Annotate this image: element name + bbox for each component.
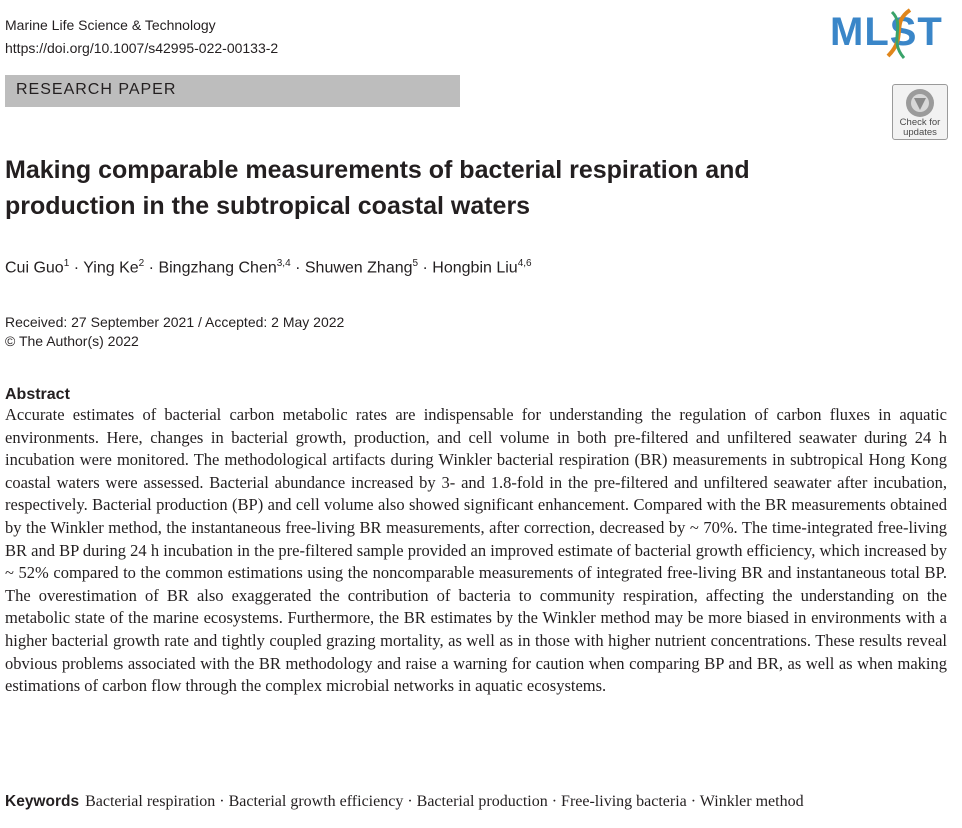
received-accepted-dates: Received: 27 September 2021 / Accepted: 2 May 2022: [5, 314, 345, 330]
author-separator: ·: [418, 259, 433, 277]
check-updates-label-2: updates: [903, 127, 937, 138]
author-separator: ·: [290, 259, 305, 277]
check-for-updates-button[interactable]: [892, 84, 948, 140]
section-bar: [5, 75, 460, 107]
journal-name: Marine Life Science & Technology: [5, 17, 216, 33]
author-separator: ·: [144, 259, 159, 277]
author-affiliation: 2: [138, 258, 145, 269]
check-updates-label-1: Check for: [899, 117, 941, 128]
copyright-notice: © The Author(s) 2022: [5, 333, 139, 349]
author-name[interactable]: Shuwen Zhang: [304, 259, 413, 277]
author-affiliation: 3,4: [276, 258, 291, 269]
logo-text: MLST: [830, 10, 943, 54]
author-affiliation: 5: [412, 258, 419, 269]
abstract-text: Accurate estimates of bacterial carbon metabolic rates are indispensable for understanding the regulation of carbon fluxes in aquatic environments. Here, changes in bacterial growth, production, and cell volume in both pre-filtered and unfiltered seawater during 24 h incubation were monitored. The methodological artifacts during Winkler bacterial respiration (BR) measurements in subtropical Hong Kong coastal waters were assessed. Bacterial abundance increased by 3- and 1.8-fold in the pre-filtered and unfiltered seawater after incubation, respectively. Bacterial production (BP) and cell volume also showed significant enhancement. Compared with the BR measurements obtained by the Winkler method, the instantaneous free-living BR measurements, after correction, decreased by ~ 70%. The time-integrated free-living BR and BP during 24 h incubation in the pre-filtered sample provided an improved estimate of bacterial growth efficiency, which increased by ~ 52% compared to the common estimations using the noncomparable measurements of integrated free-living BR and instantaneous total BP. The overestimation of BR also exaggerated the contribution of bacteria to community respiration, affecting the understanding on the metabolic state of the marine ecosystems. Furthermore, the BR estimates by the Winkler method may be more biased in environments with a higher bacterial growth rate and tightly coupled grazing mortality, as well as in those with higher nutrient concentrations. These results reveal obvious problems associated with the BR methodology and raise a warning for caution when comparing BP and BR, as well as when making estimations of carbon flow through the complex microbial networks in aquatic ecosystems.: [5, 405, 947, 696]
keywords-text: Bacterial respiration · Bacterial growth efficiency · Bacterial production · Free-living bacteria · Winkler method: [85, 793, 804, 810]
author-affiliation: 1: [63, 258, 70, 269]
author-name[interactable]: Cui Guo: [5, 259, 64, 277]
logo-helix-icon: [880, 6, 920, 62]
paper-title: Making comparable measurements of bacterial respiration and production in the subtropical coastal waters: [5, 156, 750, 220]
author-name[interactable]: Bingzhang Chen: [158, 259, 277, 277]
keywords-label: Keywords: [5, 793, 80, 810]
author-list: [5, 258, 532, 277]
author-separator: ·: [69, 259, 84, 277]
author-affiliation: 4,6: [517, 258, 532, 269]
author-name[interactable]: Ying Ke: [83, 259, 139, 277]
abstract-heading: Abstract: [5, 386, 70, 403]
author-name[interactable]: Hongbin Liu: [432, 259, 518, 277]
doi-link[interactable]: https://doi.org/10.1007/s42995-022-00133-2: [5, 40, 279, 56]
check-updates-icon: [905, 88, 935, 118]
keywords-line: [5, 793, 955, 811]
section-label: RESEARCH PAPER: [16, 81, 177, 98]
journal-logo: [830, 6, 950, 62]
